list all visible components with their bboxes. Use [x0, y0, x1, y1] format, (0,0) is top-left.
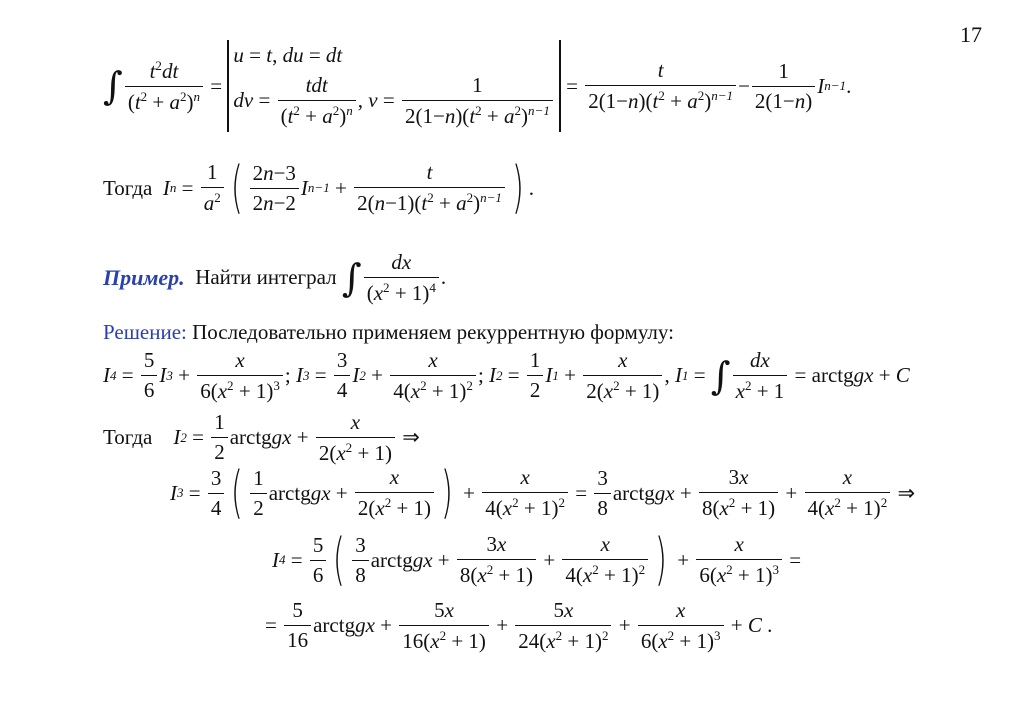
solution-text: Последовательно применяем рекуррентную формулу: [192, 320, 674, 344]
formula-final: = $\frac{5}{16}$ arctg gx + $\frac{5x}{16(x^2 + 1)}$ + $\frac{5x}{24(x^2 + 1)^2}$ + $\frac{x}{6(x^2 + 1)^3}$ + C . [265, 598, 773, 653]
formula-integration-by-parts: ∫ $\frac{t^2dt}{(t^2 + a^2)^n}$ = u = t, du = dt dv = $\frac{\text{tdt}}{(t^2 + a^2)^n}$ , v = $\frac{1}{2(1-n)(t^2 + a^2)^{n-1}}$ = $\frac{t}{2(1-n)(t^2 + a^2)^{n-1}}$ − $\frac{1}{2(1-n)}$ I n−1 . [103, 40, 851, 132]
formula-I4: I 4 = $\frac{5}{6}$ ( $\frac{3}{8}$ arctg gx + $\frac{3x}{8(x^2 + 1)}$ + $\frac{x}{4(x^2 + 1)^2}$ ) + $\frac{x}{6(x^2 + 1)^3}$ = [272, 527, 802, 592]
page-number: 17 [960, 22, 982, 47]
solution-label: Решение: [103, 320, 187, 344]
formula-recurrences: I 4 = $\frac{5}{6}$ I 3 + $\frac{x}{6(x^2 + 1)^3}$ ; I 3 = $\frac{3}{4}$ I 2 + $\frac{x}{4(x^2 + 1)^2}$ ; I 2 = $\frac{1}{2}$ I 1 + $\frac{x}{2(x^2 + 1)}$ , I 1 = ∫ $\frac{dx}{x^2 + 1}$ = arctg gx + C [103, 348, 910, 403]
example-line: Пример. Найти интеграл ∫ $\frac{dx}{(x^2 + 1)^4}$ . [103, 250, 447, 305]
togda-label: Тогда [103, 175, 153, 200]
example-text: Найти интеграл [195, 265, 337, 290]
solution-line [103, 320, 674, 345]
formula-recurrence: Тогда I n = $\frac{1}{a^2}$ ( $\frac{2n-3}{2n-2}$ I n−1 + $\frac{t}{2(n-1)(t^2 + a^2)^{n-1}}$ ) . [103, 155, 535, 220]
example-label: Пример. [103, 264, 185, 290]
formula-I2: Тогда I 2 = $\frac{1}{2}$ arctg gx + $\frac{x}{2(x^2 + 1)}$ ⇒ [103, 410, 420, 465]
formula-I3: I 3 = $\frac{3}{4}$ ( $\frac{1}{2}$ arctg gx + $\frac{x}{2(x^2 + 1)}$ ) + $\frac{x}{4(x^2 + 1)^2}$ = $\frac{3}{8}$ arctg gx + $\frac{3x}{8(x^2 + 1)}$ + $\frac{x}{4(x^2 + 1)^2}$ ⇒ [170, 460, 916, 525]
